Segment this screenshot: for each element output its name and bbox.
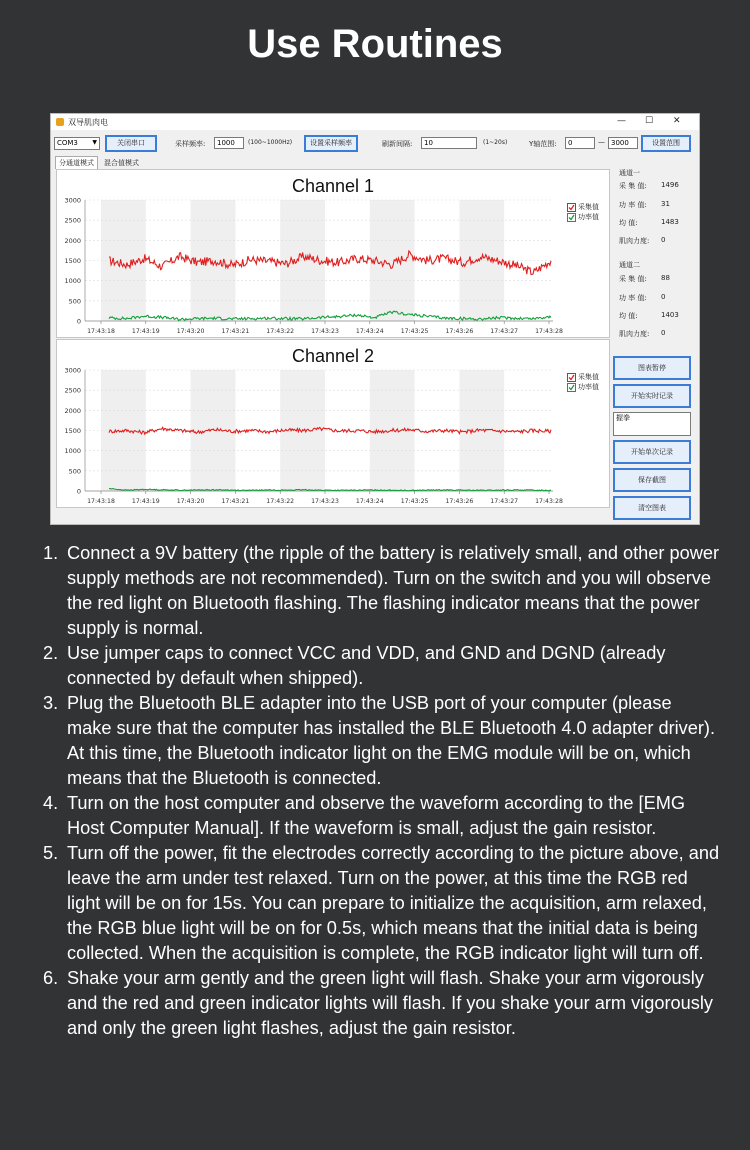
ch2-header: 通道二 bbox=[619, 261, 640, 269]
sample-rate-input[interactable]: 1000 bbox=[214, 137, 244, 149]
x-tick-label: 17:43:26 bbox=[445, 498, 474, 505]
y-tick-label: 2500 bbox=[64, 216, 81, 225]
step-item bbox=[40, 641, 720, 691]
step-item bbox=[40, 541, 720, 641]
step-text: Turn on the host computer and observe the waveform according to the [EMG Host Computer Manual]. If the waveform is small, adjust the gain resistor. bbox=[67, 793, 686, 838]
x-tick-label: 17:43:22 bbox=[266, 328, 295, 335]
ch2-pow-label: 功 率 值: bbox=[619, 294, 647, 302]
x-tick-label: 17:43:24 bbox=[355, 498, 384, 505]
x-tick-label: 17:43:19 bbox=[131, 498, 160, 505]
instruction-steps bbox=[40, 541, 720, 1041]
channel-1-plot bbox=[57, 170, 609, 337]
x-tick-label: 17:43:22 bbox=[266, 498, 295, 505]
y-tick-label: 0 bbox=[76, 317, 81, 326]
save-screenshot-button[interactable]: 保存截图 bbox=[613, 468, 691, 492]
legend-label: 采集值 bbox=[578, 203, 599, 211]
sample-rate-hint: (100~1000Hz) bbox=[248, 139, 293, 146]
ch1-avg-label: 均 值: bbox=[619, 219, 638, 227]
x-tick-label: 17:43:28 bbox=[535, 498, 563, 505]
close-port-button[interactable]: 关闭串口 bbox=[105, 135, 157, 152]
x-tick-label: 17:43:19 bbox=[131, 328, 160, 335]
app-logo-icon bbox=[56, 118, 64, 126]
note-input[interactable]: 握拳 bbox=[613, 412, 691, 436]
x-tick-label: 17:43:18 bbox=[87, 328, 115, 335]
ch1-pow-label: 功 率 值: bbox=[619, 201, 647, 209]
legend-label: 功率值 bbox=[578, 213, 599, 221]
ch1-acq-value: 1496 bbox=[661, 181, 679, 189]
yrange-label: Y轴范围: bbox=[529, 140, 557, 148]
title-bar bbox=[51, 114, 700, 130]
step-text: Use jumper caps to connect VCC and VDD, and GND and DGND (already connected by default when shipped). bbox=[67, 643, 666, 688]
tab-channel-mode[interactable]: 分通道模式 bbox=[55, 156, 98, 169]
app-window bbox=[50, 113, 700, 525]
x-tick-label: 17:43:23 bbox=[311, 328, 339, 335]
x-tick-label: 17:43:25 bbox=[400, 328, 429, 335]
y-tick-label: 3000 bbox=[64, 366, 81, 375]
chart-title: Channel 2 bbox=[291, 346, 375, 366]
step-item bbox=[40, 791, 720, 841]
y-tick-label: 2500 bbox=[64, 386, 81, 395]
ch1-header: 通道一 bbox=[619, 169, 640, 177]
x-tick-label: 17:43:28 bbox=[535, 328, 563, 335]
channel-2-plot bbox=[57, 340, 609, 507]
refresh-label: 刷新间隔: bbox=[382, 140, 413, 148]
ch2-avg-label: 均 值: bbox=[619, 312, 638, 320]
ch2-avg-value: 1403 bbox=[661, 311, 679, 319]
plot-band bbox=[370, 200, 415, 321]
step-number: 1. bbox=[43, 543, 59, 563]
step-item bbox=[40, 966, 720, 1041]
y-tick-label: 1500 bbox=[64, 427, 81, 435]
x-tick-label: 17:43:26 bbox=[445, 328, 474, 335]
channel-2-chart bbox=[56, 339, 610, 508]
step-text: Plug the Bluetooth BLE adapter into the USB port of your computer (please make sure that the computer has installed the BLE Bluetooth 4.0 adapter driver). At this time, the Bluetooth indicator light on the EMG module will be on, which means that the Bluetooth is connected. bbox=[67, 693, 716, 788]
y-tick-label: 2000 bbox=[64, 236, 81, 245]
clear-chart-button[interactable]: 清空图表 bbox=[613, 496, 691, 520]
step-number: 2. bbox=[43, 643, 59, 663]
step-number: 5. bbox=[43, 843, 59, 863]
ch1-avg-value: 1483 bbox=[661, 218, 679, 226]
chevron-down-icon: ▼ bbox=[92, 139, 97, 146]
x-tick-label: 17:43:21 bbox=[221, 498, 250, 505]
x-tick-label: 17:43:18 bbox=[87, 498, 115, 505]
x-tick-label: 17:43:20 bbox=[176, 498, 205, 505]
start-single-record-button[interactable]: 开始单次记录 bbox=[613, 440, 691, 464]
x-tick-label: 17:43:27 bbox=[490, 498, 519, 505]
x-tick-label: 17:43:20 bbox=[176, 328, 205, 335]
ch2-pow-value: 0 bbox=[661, 293, 666, 301]
y-tick-label: 2000 bbox=[64, 406, 81, 415]
x-tick-label: 17:43:24 bbox=[355, 328, 384, 335]
y-tick-label: 500 bbox=[68, 467, 81, 476]
set-range-button[interactable]: 设置范围 bbox=[641, 135, 691, 152]
channel-1-chart bbox=[56, 169, 610, 338]
range-dash: — bbox=[598, 138, 605, 146]
ch1-force-label: 肌肉力度: bbox=[619, 237, 650, 245]
step-text: Shake your arm gently and the green light will flash. Shake your arm vigorously and the red and green indicator lights will flash. If you shake your arm vigorously and only the green light flashes, adjust the gain resistor. bbox=[67, 968, 713, 1038]
set-sample-rate-button[interactable]: 设置采样频率 bbox=[304, 135, 358, 152]
tab-mixed-mode[interactable]: 混合值模式 bbox=[104, 159, 139, 167]
ch2-force-label: 肌肉力度: bbox=[619, 330, 650, 338]
step-number: 3. bbox=[43, 693, 59, 713]
step-number: 6. bbox=[43, 968, 59, 988]
step-text: Turn off the power, fit the electrodes correctly according to the picture above, and leave the arm under test relaxed. Turn on the power, at this time the RGB red light will be on for 15s. You can prepare to initialize the acquisition, arm relaxed, the RGB blue light will be on for 0.5s, which means that the initial data is being collected. When the acquisition is complete, the RGB indicator light will turn off. bbox=[67, 843, 720, 963]
refresh-input[interactable]: 10 bbox=[421, 137, 477, 149]
x-tick-label: 17:43:23 bbox=[311, 498, 339, 505]
window-title: 双导肌肉电 bbox=[68, 118, 108, 127]
ch1-acq-label: 采 集 值: bbox=[619, 182, 647, 190]
port-value: COM3 bbox=[57, 139, 78, 147]
ch1-pow-value: 31 bbox=[661, 200, 670, 208]
ymax-input[interactable]: 3000 bbox=[608, 137, 638, 149]
sample-rate-label: 采样频率: bbox=[175, 140, 206, 148]
ch1-force-value: 0 bbox=[661, 236, 666, 244]
y-tick-label: 1500 bbox=[64, 257, 81, 265]
pause-chart-button[interactable]: 图表暂停 bbox=[613, 356, 691, 380]
start-realtime-record-button[interactable]: 开始实时记录 bbox=[613, 384, 691, 408]
close-icon[interactable]: ✕ bbox=[673, 116, 681, 126]
y-tick-label: 0 bbox=[76, 487, 81, 496]
plot-band bbox=[101, 200, 146, 321]
x-tick-label: 17:43:21 bbox=[221, 328, 250, 335]
ch2-acq-label: 采 集 值: bbox=[619, 275, 647, 283]
step-item bbox=[40, 841, 720, 966]
step-number: 4. bbox=[43, 793, 59, 813]
legend-label: 功率值 bbox=[578, 383, 599, 391]
minimize-icon[interactable]: — bbox=[617, 116, 626, 126]
page-title: Use Routines bbox=[247, 22, 503, 66]
y-tick-label: 500 bbox=[68, 297, 81, 306]
y-tick-label: 1000 bbox=[64, 277, 81, 286]
ch2-force-value: 0 bbox=[661, 329, 666, 337]
chart-title: Channel 1 bbox=[291, 176, 375, 196]
y-tick-label: 3000 bbox=[64, 196, 81, 205]
ymin-input[interactable]: 0 bbox=[565, 137, 595, 149]
ch2-acq-value: 88 bbox=[661, 274, 670, 282]
y-tick-label: 1000 bbox=[64, 447, 81, 456]
x-tick-label: 17:43:27 bbox=[490, 328, 519, 335]
refresh-hint: (1~20s) bbox=[483, 139, 508, 146]
maximize-icon[interactable]: ☐ bbox=[645, 116, 654, 126]
port-select[interactable] bbox=[54, 137, 100, 150]
legend-label: 采集值 bbox=[578, 373, 599, 381]
x-tick-label: 17:43:25 bbox=[400, 498, 429, 505]
step-text: Connect a 9V battery (the ripple of the battery is relatively small, and other power supply methods are not recommended). Turn on the switch and you will observe the red light on Bluetooth flashing. The flashing indicator means that the power supply is normal. bbox=[67, 543, 720, 638]
step-item bbox=[40, 691, 720, 791]
